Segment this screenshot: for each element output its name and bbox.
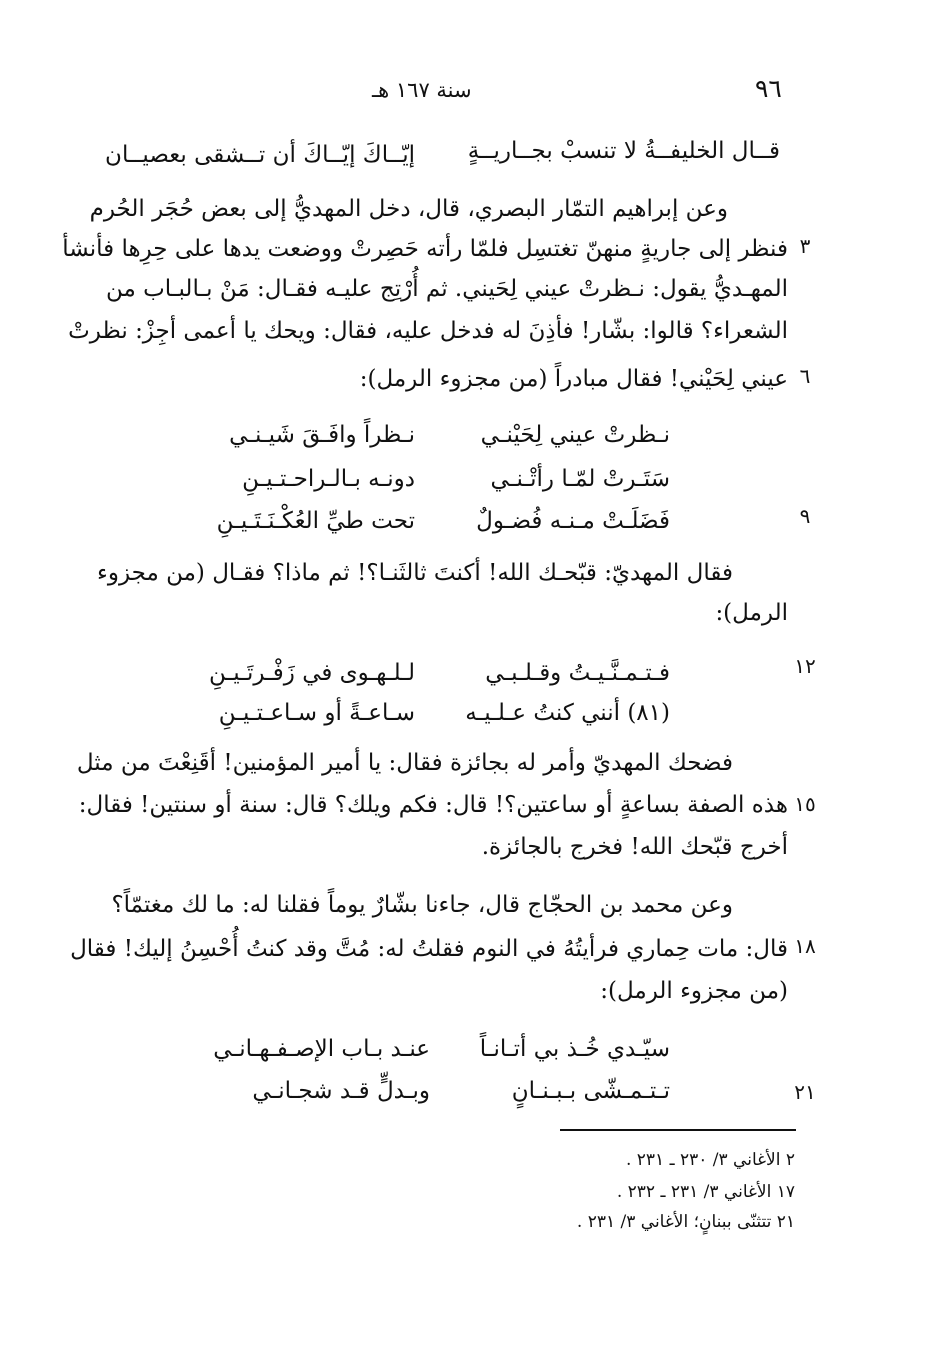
line-number-12: ١٢: [794, 654, 816, 678]
line-number-6: ٦: [799, 364, 811, 388]
poem3-line1-right: سيّـدي خُـذ بي أتـانـاً: [479, 1036, 670, 1062]
footnote-3: ٢١ تتثنّى ببنانٍ؛ الأغاني ٣/ ٢٣١ .: [576, 1212, 795, 1232]
poem1-line1-left: نـظراً وافَـقَ شَيـنـي: [229, 422, 415, 448]
para3-line-2: هذه الصفة بساعةٍ أو ساعتين؟! قال: فكم ويلك؟ قال: سنة أو سنتين! فقال:: [78, 792, 788, 818]
poem1-line1-right: نـظرتْ عيني لِحَيْنـي: [480, 422, 670, 448]
poem2-line1-right: فـتـمـنَّـيـتُ وقـلـبـي: [485, 660, 670, 686]
line-number-15: ١٥: [794, 792, 816, 816]
intro-verse-left: إيّــاكَ إيّــاكَ أن تــشقى بعصيــان: [105, 142, 415, 168]
poem2-line1-left: لـلـهـوى في زَفْـرتَـيـنِ: [209, 660, 415, 686]
intro-verse-right: قــال الخليفــةُ لا تنسبْ بجــاريــةٍ: [467, 138, 780, 164]
poem1-line2-left: دونـه بـالـراحـتـيـنِ: [242, 466, 415, 492]
poem1-line2-right: سَتَـرتْ لمّـا رأتْـنـي: [490, 466, 670, 492]
line-number-9: ٩: [799, 504, 811, 528]
para1-line-1: وعن إبراهيم التمّار البصري، قال، دخل المهديُّ إلى بعض حُجَر الحُرم: [89, 196, 728, 222]
para1-line-4: الشعراء؟ قالوا: بشّار! فأذِنَ له فدخل عليه، فقال: ويحك يا أعمى أجِزْ: نظرتْ: [68, 318, 788, 344]
para2-line-2: الرمل):: [715, 600, 788, 626]
poem3-line1-left: عنـد بـاب الإصـفـهـانـي: [213, 1036, 430, 1062]
poem1-line3-left: تحت طيِّ العُكْـنَـتَـيـنِ: [216, 508, 415, 534]
para3-line-1: فضحك المهديّ وأمر له بجائزة فقال: يا أمير المؤمنين! أقَنِعْتَ من مثل: [76, 750, 733, 776]
para2-line-1: فقال المهديّ: قبّحـك الله! أكنتَ ثالثَنـا؟! ثم ماذا؟ فقـال (من مجزوء: [97, 560, 733, 586]
poem2-line2-left: سـاعـةً أو سـاعـتـيـنِ: [218, 700, 415, 726]
para4-line-2: قال: مات حِماري فرأيتُهُ في النوم فقلتُ له: مُتَّ وقد كنتُ أُحْسِنُ إليك! فقال: [70, 936, 788, 962]
para3-line-3: أخرج قبّحك الله! فخرج بالجائزة.: [481, 834, 788, 860]
page-number: ٩٦: [755, 74, 782, 103]
line-number-3: ٣: [799, 234, 811, 258]
poem3-line2-left: وبـدلٍّ قـد شجـانـي: [252, 1078, 430, 1104]
poem1-line3-right: فَضَلَـتْ مـنـه فُضـولٌ: [476, 508, 670, 534]
para1-line-3: المهـديُّ يقول: نـظرتْ عيني لِحَيني. ثم أُرْتِج عليـه فقـال: مَنْ بـالبـاب من: [105, 276, 788, 302]
poem2-line2-right: (٨١) أنني كنتُ عـلـيـه: [465, 700, 670, 726]
line-number-18: ١٨: [794, 934, 816, 958]
line-number-21: ٢١: [794, 1080, 816, 1104]
running-header-year: سنة ١٦٧ هـ: [372, 78, 472, 102]
para4-line-3: (من مجزوء الرمل):: [600, 978, 788, 1004]
para4-line-1: وعن محمد بن الحجّاج قال، جاءنا بشّارٌ يوماً فقلنا له: ما لك مغتمّاً؟: [111, 892, 733, 918]
footnote-rule: [560, 1129, 796, 1131]
footnote-1: ٢ الأغاني ٣/ ٢٣٠ ـ ٢٣١ .: [625, 1150, 795, 1170]
para1-line-2: فنظر إلى جاريةٍ منهنّ تغتسِل فلمّا رأته حَصِرتْ ووضعت يدها على حِرِها فأنشأ: [62, 236, 788, 262]
para1-line-5: عيني لِحَيْني! فقال مبادراً (من مجزوء الرمل):: [359, 366, 788, 392]
poem3-line2-right: تـتـمـشّى بـبـنـانٍ: [511, 1078, 670, 1104]
footnote-2: ١٧ الأغاني ٣/ ٢٣١ ـ ٢٣٢ .: [616, 1182, 795, 1202]
